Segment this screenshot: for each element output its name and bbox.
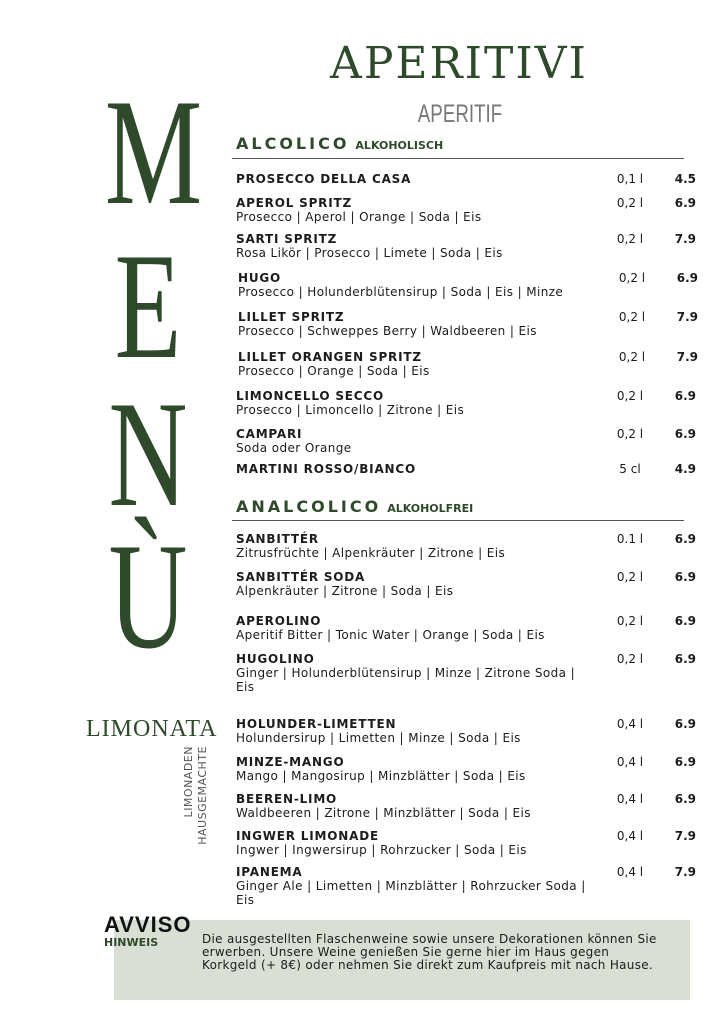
- item-price: 6.9: [674, 755, 696, 769]
- menu-item: [236, 865, 696, 907]
- menu-item: [238, 271, 698, 299]
- item-description: Ingwer | Ingwersirup | Rohrzucker | Soda | Eis: [236, 843, 527, 857]
- section-heading-analcolico: [236, 497, 473, 516]
- menu-item: [236, 427, 696, 455]
- menu-letter-m: M: [104, 68, 203, 236]
- item-description: Prosecco | Limoncello | Zitrone | Eis: [236, 403, 465, 417]
- item-name: PROSECCO DELLA CASA: [236, 172, 412, 186]
- menu-item: [236, 717, 696, 745]
- menu-item: [236, 196, 696, 224]
- item-description: Holundersirup | Limetten | Minze | Soda | Eis: [236, 731, 521, 745]
- menu-item: [236, 652, 696, 694]
- item-name: INGWER LIMONADE: [236, 829, 379, 843]
- menu-letter-n: N: [108, 370, 188, 538]
- menu-item: [236, 570, 696, 598]
- item-name: HUGOLINO: [236, 652, 315, 666]
- item-price: 6.9: [674, 532, 696, 546]
- item-volume: 0,2 l: [618, 271, 646, 285]
- item-price: 7.9: [674, 865, 696, 879]
- item-description: Prosecco | Schweppes Berry | Waldbeeren | Eis: [238, 324, 537, 338]
- item-price: 6.9: [674, 196, 696, 210]
- item-volume: 0,1 l: [616, 172, 644, 186]
- item-name: MARTINI ROSSO/BIANCO: [236, 462, 416, 476]
- item-price: 6.9: [674, 652, 696, 666]
- menu-item: [236, 829, 696, 857]
- item-price: 6.9: [674, 717, 696, 731]
- limonata-side-label-1: HAUSGEMACHTE: [196, 746, 209, 845]
- item-volume: 5 cl: [619, 462, 641, 476]
- menu-item: [236, 232, 696, 260]
- notice-box: [114, 920, 690, 1000]
- section-heading-alcolico: [236, 134, 443, 153]
- page-subtitle: APERITIF: [417, 100, 503, 128]
- item-volume: 0,2 l: [616, 232, 644, 246]
- item-description: Waldbeeren | Zitrone | Minzblätter | Soda | Eis: [236, 806, 531, 820]
- item-price: 7.9: [676, 350, 698, 364]
- item-price: 7.9: [674, 232, 696, 246]
- item-description: Rosa Likör | Prosecco | Limete | Soda | Eis: [236, 246, 503, 260]
- section-title: ANALCOLICO: [236, 497, 382, 516]
- item-volume: 0,2 l: [616, 196, 644, 210]
- section-divider: [232, 158, 684, 159]
- item-description: Soda oder Orange: [236, 441, 352, 455]
- item-name: APEROLINO: [236, 614, 322, 628]
- item-volume: 0,4 l: [616, 865, 644, 879]
- section-divider: [232, 520, 684, 521]
- item-price: 7.9: [674, 829, 696, 843]
- item-price: 7.9: [676, 310, 698, 324]
- item-volume: 0,2 l: [616, 389, 644, 403]
- item-description: Mango | Mangosirup | Minzblätter | Soda | Eis: [236, 769, 526, 783]
- menu-item: [236, 755, 696, 783]
- notice-title: AVVISO: [104, 912, 192, 937]
- menu-item: [238, 350, 698, 378]
- item-description: Prosecco | Holunderblütensirup | Soda | Eis | Minze: [238, 285, 564, 299]
- item-name: CAMPARI: [236, 427, 303, 441]
- item-volume: 0,2 l: [616, 614, 644, 628]
- item-name: MINZE-MANGO: [236, 755, 345, 769]
- menu-item: [236, 532, 696, 560]
- item-description: Prosecco | Orange | Soda | Eis: [238, 364, 430, 378]
- item-name: LIMONCELLO SECCO: [236, 389, 384, 403]
- item-price: 6.9: [674, 427, 696, 441]
- menu-item: [236, 614, 696, 642]
- menu-item: [236, 389, 696, 417]
- item-price: 6.9: [674, 792, 696, 806]
- item-volume: 0,4 l: [616, 717, 644, 731]
- item-volume: 0,2 l: [616, 652, 644, 666]
- limonata-heading: LIMONATA: [86, 716, 218, 742]
- menu-item: [236, 462, 696, 476]
- item-description: Ginger Ale | Limetten | Minzblätter | Rohrzucker Soda | Eis: [236, 879, 586, 907]
- page-title: APERITIVI: [330, 38, 588, 89]
- item-price: 4.5: [674, 172, 696, 186]
- item-price: 6.9: [674, 614, 696, 628]
- item-price: 6.9: [676, 271, 698, 285]
- item-description: Ginger | Holunderblütensirup | Minze | Zitrone Soda | Eis: [236, 666, 576, 694]
- item-volume: 0,2 l: [618, 350, 646, 364]
- item-name: LILLET SPRITZ: [238, 310, 345, 324]
- item-name: SARTI SPRITZ: [236, 232, 338, 246]
- item-name: LILLET ORANGEN SPRITZ: [238, 350, 422, 364]
- limonata-side-label-2: LIMONADEN: [182, 746, 195, 818]
- item-description: Aperitif Bitter | Tonic Water | Orange | Soda | Eis: [236, 628, 545, 642]
- item-description: Prosecco | Aperol | Orange | Soda | Eis: [236, 210, 482, 224]
- item-name: BEEREN-LIMO: [236, 792, 338, 806]
- item-name: HUGO: [238, 271, 282, 285]
- menu-item: [238, 310, 698, 338]
- menu-item: [236, 172, 696, 186]
- menu-letter-u: Ù: [108, 512, 188, 680]
- item-volume: 0,4 l: [616, 755, 644, 769]
- notice-subtitle: HINWEIS: [104, 936, 159, 949]
- notice-text: Die ausgestellten Flaschenweine sowie unsere Dekorationen können Sie erwerben. Unsere Weine genießen Sie gerne hier im Haus gegen Korkgeld (+ 8€) oder nehmen Sie direkt zum Kaufpreis mit nach Hause.: [202, 932, 657, 972]
- item-price: 4.9: [674, 462, 696, 476]
- item-price: 6.9: [674, 389, 696, 403]
- item-volume: 0,4 l: [616, 829, 644, 843]
- section-subtitle: ALKOHOLISCH: [355, 139, 444, 152]
- item-name: SANBITTÉR SODA: [236, 570, 366, 584]
- item-volume: 0,4 l: [616, 792, 644, 806]
- item-name: HOLUNDER-LIMETTEN: [236, 717, 397, 731]
- item-name: APEROL SPRITZ: [236, 196, 352, 210]
- item-volume: 0,2 l: [616, 427, 644, 441]
- menu-item: [236, 792, 696, 820]
- item-volume: 0,2 l: [616, 570, 644, 584]
- section-title: ALCOLICO: [236, 134, 350, 153]
- item-volume: 0,2 l: [618, 310, 646, 324]
- item-price: 6.9: [674, 570, 696, 584]
- item-description: Alpenkräuter | Zitrone | Soda | Eis: [236, 584, 454, 598]
- item-name: IPANEMA: [236, 865, 303, 879]
- section-subtitle: ALKOHOLFREI: [387, 502, 474, 515]
- item-volume: 0.1 l: [616, 532, 644, 546]
- item-name: SANBITTÉR: [236, 532, 319, 546]
- menu-letter-e: E: [114, 222, 182, 390]
- item-description: Zitrusfrüchte | Alpenkräuter | Zitrone | Eis: [236, 546, 506, 560]
